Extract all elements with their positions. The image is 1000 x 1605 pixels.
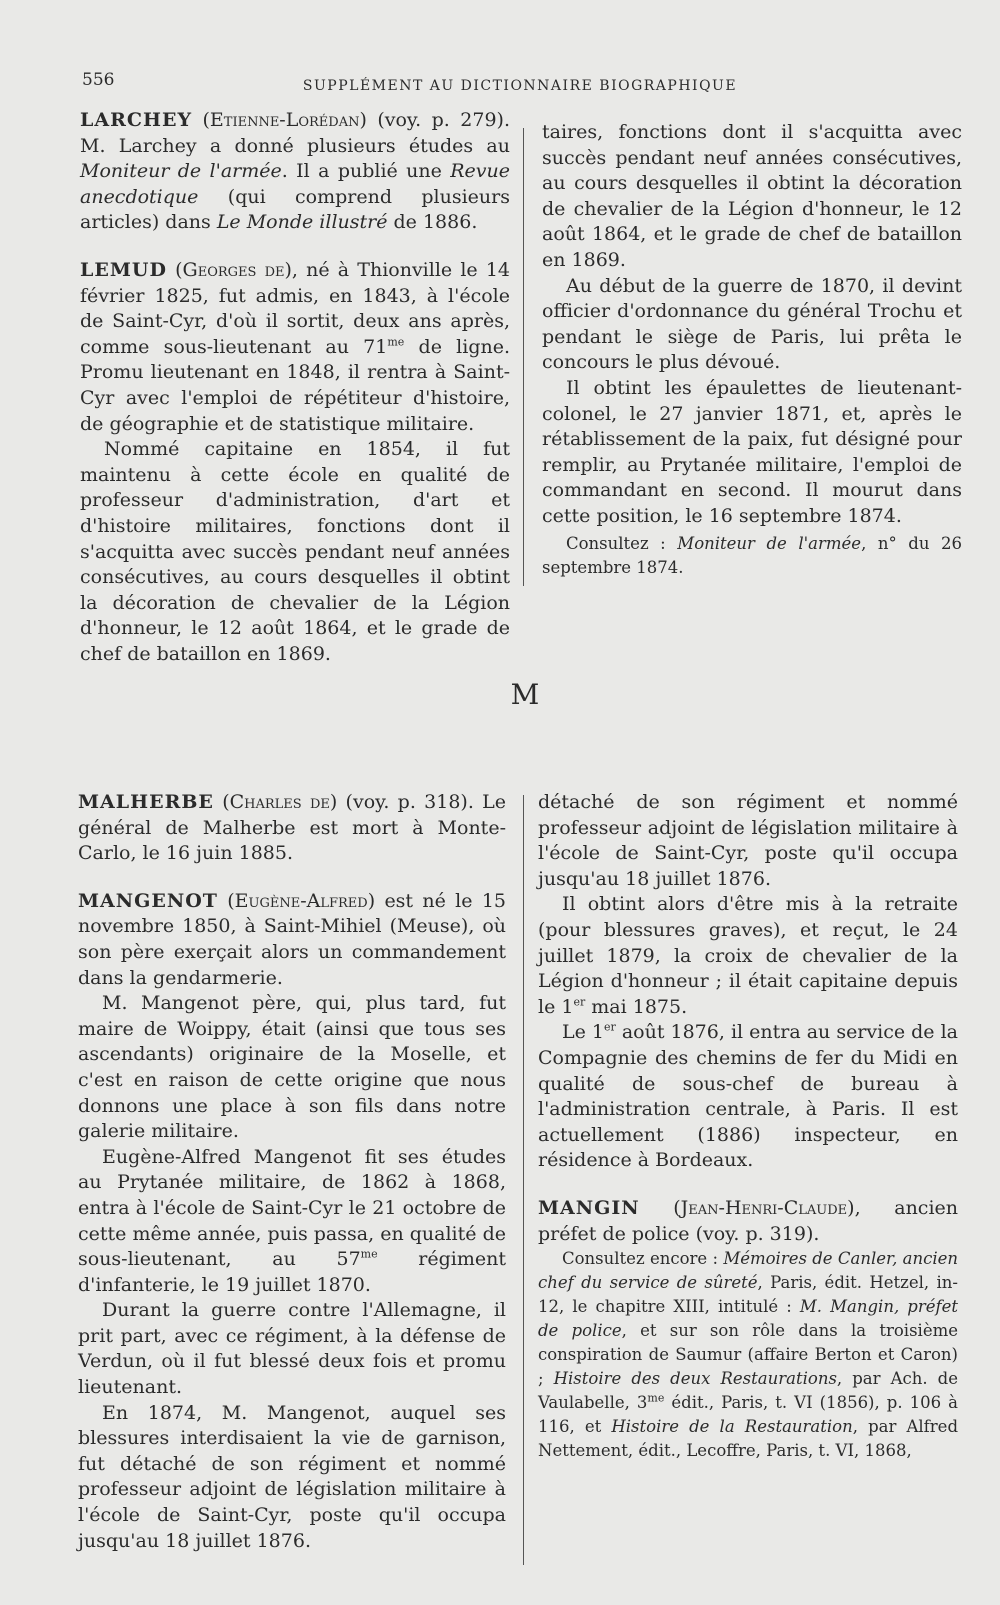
entry-text: , né à Thionville le 14 février 1825, fut admis, en 1843, à l'école de Saint-Cyr, d'où il sortit, deux ans après, comme sous-lieutenant au 71 — [80, 258, 511, 358]
bottom-left-column — [78, 790, 506, 1552]
superscript: me — [387, 335, 405, 349]
entry-lemud — [80, 258, 510, 437]
entry-given-name: (Eugène-Alfred) — [227, 889, 376, 912]
paragraph — [538, 892, 958, 1020]
superscript: er — [573, 995, 586, 1009]
page-number: 556 — [82, 70, 115, 90]
entry-name: MANGENOT — [78, 889, 218, 912]
superscript: me — [360, 1247, 378, 1261]
entry-text: de 1886. — [387, 211, 478, 234]
paragraph: Au début de la guerre de 1870, il devint officier d'ordonnance du général Trochu et pendant le siège de Paris, lui prêta le concours le plus dévoué. — [542, 274, 962, 374]
note-italic: Histoire des deux Restaurations — [553, 1369, 837, 1389]
note-italic: Mémoires de Canler, ancien chef du service de sûreté — [538, 1249, 958, 1293]
superscript: me — [647, 1391, 665, 1405]
note-text: , par Alfred Nettement, édit., Lecoffre, Paris, t. VI, 1868, — [538, 1417, 959, 1461]
column-divider-bottom — [523, 795, 524, 1565]
reference-note — [542, 532, 962, 580]
paragraph — [538, 1020, 958, 1174]
section-letter: M — [510, 678, 540, 711]
paragraph: Durant la guerre contre l'Allemagne, il prit part, avec ce régiment, à la défense de Verdun, où il fut blessé deux fois et promu lieutenant. — [78, 1299, 506, 1399]
entry-italic: Revue anecdotique — [80, 160, 510, 208]
entry-name: LEMUD — [80, 258, 167, 281]
note-text: édit., Paris, t. VI (1856), p. 106 à 116, et — [538, 1393, 958, 1437]
column-divider-top — [523, 128, 524, 586]
paragraph-continued: taires, fonctions dont il s'acquitta avec succès pendant neuf années consécutives, au cours desquelles il obtint la décoration de chevalier de la Légion d'honneur, le 12 août 1864, et le grade de chef de bataillon en 1869. — [542, 121, 962, 271]
note-text: , et sur son rôle dans la troisième conspiration de Saumur (affaire Berton et Caron) ; — [538, 1321, 958, 1389]
entry-text: est né le 15 novembre 1850, à Saint-Mihiel (Meuse), où son père exerçait alors un commandement dans la gendarmerie. — [78, 889, 506, 989]
paragraph-continued: détaché de son régiment et nommé professeur adjoint de législation militaire à l'école de Saint-Cyr, poste qu'il occupa jusqu'au 18 juillet 1876. — [538, 791, 958, 890]
entry-text: Nommé capitaine en 1854, il fut maintenu à cette école en qualité de professeur d'administration, d'art et d'histoire militaires, fonctions dont il s'acquitta avec succès pendant neuf années consécutives, au cours desquelles il obtint la décoration de chevalier de la Légion d'honneur, le 12 août 1864, et le grade de chef de bataillon en 1869. — [80, 438, 510, 665]
running-title: SUPPLÉMENT AU DICTIONNAIRE BIOGRAPHIQUE — [302, 78, 738, 94]
paragraph — [78, 1145, 506, 1299]
top-left-column — [80, 108, 511, 665]
entry-given-name: (Etienne-Lorédan) — [202, 109, 367, 131]
entry-text: . Il a publié une — [281, 160, 451, 183]
paragraph: M. Mangenot père, qui, plus tard, fut maire de Woippy, était (ainsi que tous ses ascendants) originaire de la Moselle, et c'est en raison de cette origine que nous donnons une place à son fils dans notre galerie militaire. — [78, 992, 506, 1143]
note-italic: Moniteur de l'armée — [677, 533, 862, 553]
entry-text: (voy. p. 279). M. Larchey a donné plusieurs études au — [80, 109, 511, 157]
paragraph — [78, 1401, 506, 1552]
entry-name: MANGIN — [538, 1196, 640, 1219]
paragraph — [80, 437, 510, 665]
note-text: Consultez : — [566, 533, 678, 553]
note-text: , par Ach. de Vaulabelle, 3 — [538, 1369, 959, 1413]
superscript: er — [604, 1021, 616, 1035]
entry-italic: Moniteur de l'armée — [80, 160, 282, 183]
reference-note — [538, 1247, 958, 1463]
entry-mangenot — [78, 889, 506, 991]
entry-text: août 1876, il entra au service de la Compagnie des chemins de fer du Midi en qualité de sous-chef de bureau à l'administration centrale, à Paris. Il est actuellement (1886) inspecteur, en résidence à Bordeaux. — [538, 1021, 958, 1172]
entry-malherbe — [78, 790, 506, 867]
entry-text: régiment d'infanterie, le 19 juillet 1870. — [78, 1248, 506, 1296]
entry-given-name: (Jean-Henri-Claude) — [673, 1196, 855, 1219]
entry-text: mai 1875. — [585, 995, 688, 1018]
note-text: Consultez encore : — [562, 1249, 724, 1269]
note-text: , n° du 26 septembre 1874. — [542, 533, 962, 577]
entry-given-name: (Georges de) — [175, 258, 292, 281]
entry-name: LARCHEY — [80, 109, 193, 131]
entry-given-name: (Charles de) — [222, 791, 338, 813]
note-text: , Paris, édit. Hetzel, in-12, le chapitre XIII, intitulé : — [538, 1273, 958, 1317]
note-italic: M. Mangin, préfet de police — [538, 1297, 959, 1341]
entry-italic: Le Monde illustré — [216, 211, 388, 234]
entry-text: Le 1 — [562, 1021, 604, 1044]
entry-text: Il obtint alors d'être mis à la retraite (pour blessures graves), et reçut, le 24 juillet 1879, la croix de chevalier de la Légion d'honneur ; il était capitaine depuis le 1 — [538, 893, 958, 1018]
entry-text: de ligne. Promu lieutenant en 1848, il rentra à Saint-Cyr avec l'emploi de répétiteur d'histoire, de géographie et de statistique militaire. — [80, 335, 511, 435]
entry-text: En 1874, M. Mangenot, auquel ses blessures interdisaient la vie de garnison, fut détaché de son régiment et nommé professeur adjoint de législation militaire à l'école de Saint-Cyr, poste qu'il occupa jusqu'au 18 juillet 1876. — [78, 1401, 506, 1552]
entry-name: MALHERBE — [78, 791, 214, 813]
entry-larchey — [80, 108, 510, 236]
bottom-right-column — [538, 790, 958, 1463]
entry-text: (voy. p. 318). Le général de Malherbe est mort à Monte-Carlo, le 16 juin 1885. — [78, 791, 506, 865]
entry-text: , ancien préfet de police (voy. p. 319). — [538, 1196, 958, 1245]
entry-text: Eugène-Alfred Mangenot fit ses études au Prytanée militaire, de 1862 à 1868, entra à l'école de Saint-Cyr le 21 octobre de cette même année, puis passa, en qualité de sous-lieutenant, au 57 — [78, 1145, 506, 1271]
paragraph: Il obtint les épaulettes de lieutenant-colonel, le 27 janvier 1871, et, après le rétablissement de la paix, fut désigné pour remplir, au Prytanée militaire, l'emploi de commandant en second. Il mourut dans cette position, le 16 septembre 1874. — [542, 376, 962, 527]
entry-mangin — [538, 1196, 958, 1247]
note-italic: Histoire de la Restauration — [611, 1417, 853, 1437]
top-right-column — [542, 120, 962, 580]
entry-text: (qui comprend plusieurs articles) dans — [80, 185, 510, 234]
